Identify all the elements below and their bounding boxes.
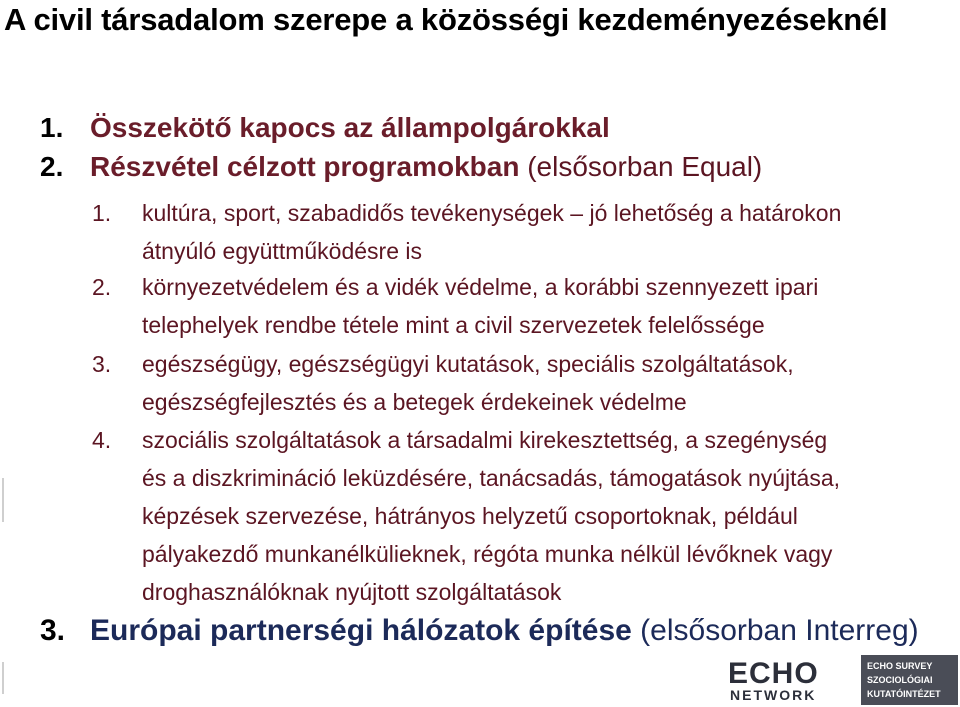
list-text-bold: Európai partnerségi hálózatok építése: [90, 614, 632, 647]
subitem-number: 4.: [92, 427, 112, 453]
list-number: 2.: [40, 151, 64, 182]
logo-network-text: NETWORK: [730, 687, 817, 703]
logo-box-line: SZOCIOLÓGIAI: [867, 675, 933, 685]
subitem-line: telephelyek rendbe tétele mint a civil szervezetek felelőssége: [142, 312, 765, 338]
list-text-suffix: (elsősorban Equal): [519, 151, 763, 182]
list-number: 3.: [40, 614, 66, 647]
left-edge-mark: [2, 662, 4, 694]
logo-echo-text: ECHO: [728, 657, 819, 690]
subitem-line: kultúra, sport, szabadidős tevékenységek – jó lehetőség a határokon: [142, 200, 842, 226]
subitem-line: szociális szolgáltatások a társadalmi kirekesztettség, a szegénység: [142, 427, 828, 453]
subitem-text: [142, 268, 818, 344]
logo-box-line: ECHO SURVEY: [867, 661, 933, 671]
list-text-bold: Részvétel célzott programokban: [90, 151, 520, 182]
subitem-line: átnyúló együttműködésre is: [142, 238, 422, 264]
subitem-line: egészségfejlesztés és a betegek érdekeinek védelme: [142, 389, 687, 415]
subitem-number: 2.: [92, 274, 112, 300]
subitem-line: környezetvédelem és a vidék védelme, a korábbi szennyezett ipari: [142, 274, 819, 300]
logo-box-line: KUTATÓINTÉZET: [867, 689, 941, 699]
echo-network-logo: [728, 655, 958, 705]
subitem-line: képzések szervezése, hátrányos helyzetű csoportoknak, például: [142, 503, 798, 529]
slide-title: A civil társadalom szerepe a közösségi kezdeményezéseknél: [4, 2, 888, 37]
logo-survey-box: [861, 655, 958, 705]
list-number: 1.: [40, 112, 64, 143]
subitem-number: 1.: [92, 200, 112, 226]
list-text: [90, 614, 919, 648]
list-text-suffix: (elsősorban Interreg): [631, 614, 919, 647]
subitem-text: [142, 421, 840, 611]
subitem-line: pályakezdő munkanélkülieknek, régóta munka nélkül lévőknek vagy: [142, 541, 833, 567]
left-edge-mark: [2, 478, 4, 522]
subitem-text: [142, 345, 794, 421]
list-text: Összekötő kapocs az állampolgárokkal: [90, 112, 610, 143]
subitem-line: egészségügy, egészségügyi kutatások, speciális szolgáltatások,: [142, 351, 794, 377]
list-text: [90, 151, 762, 183]
subitem-line: és a diszkrimináció leküzdésére, tanácsadás, támogatások nyújtása,: [142, 465, 841, 491]
subitem-text: [142, 194, 841, 270]
subitem-line: droghasználóknak nyújtott szolgáltatások: [142, 579, 562, 605]
subitem-number: 3.: [92, 351, 112, 377]
